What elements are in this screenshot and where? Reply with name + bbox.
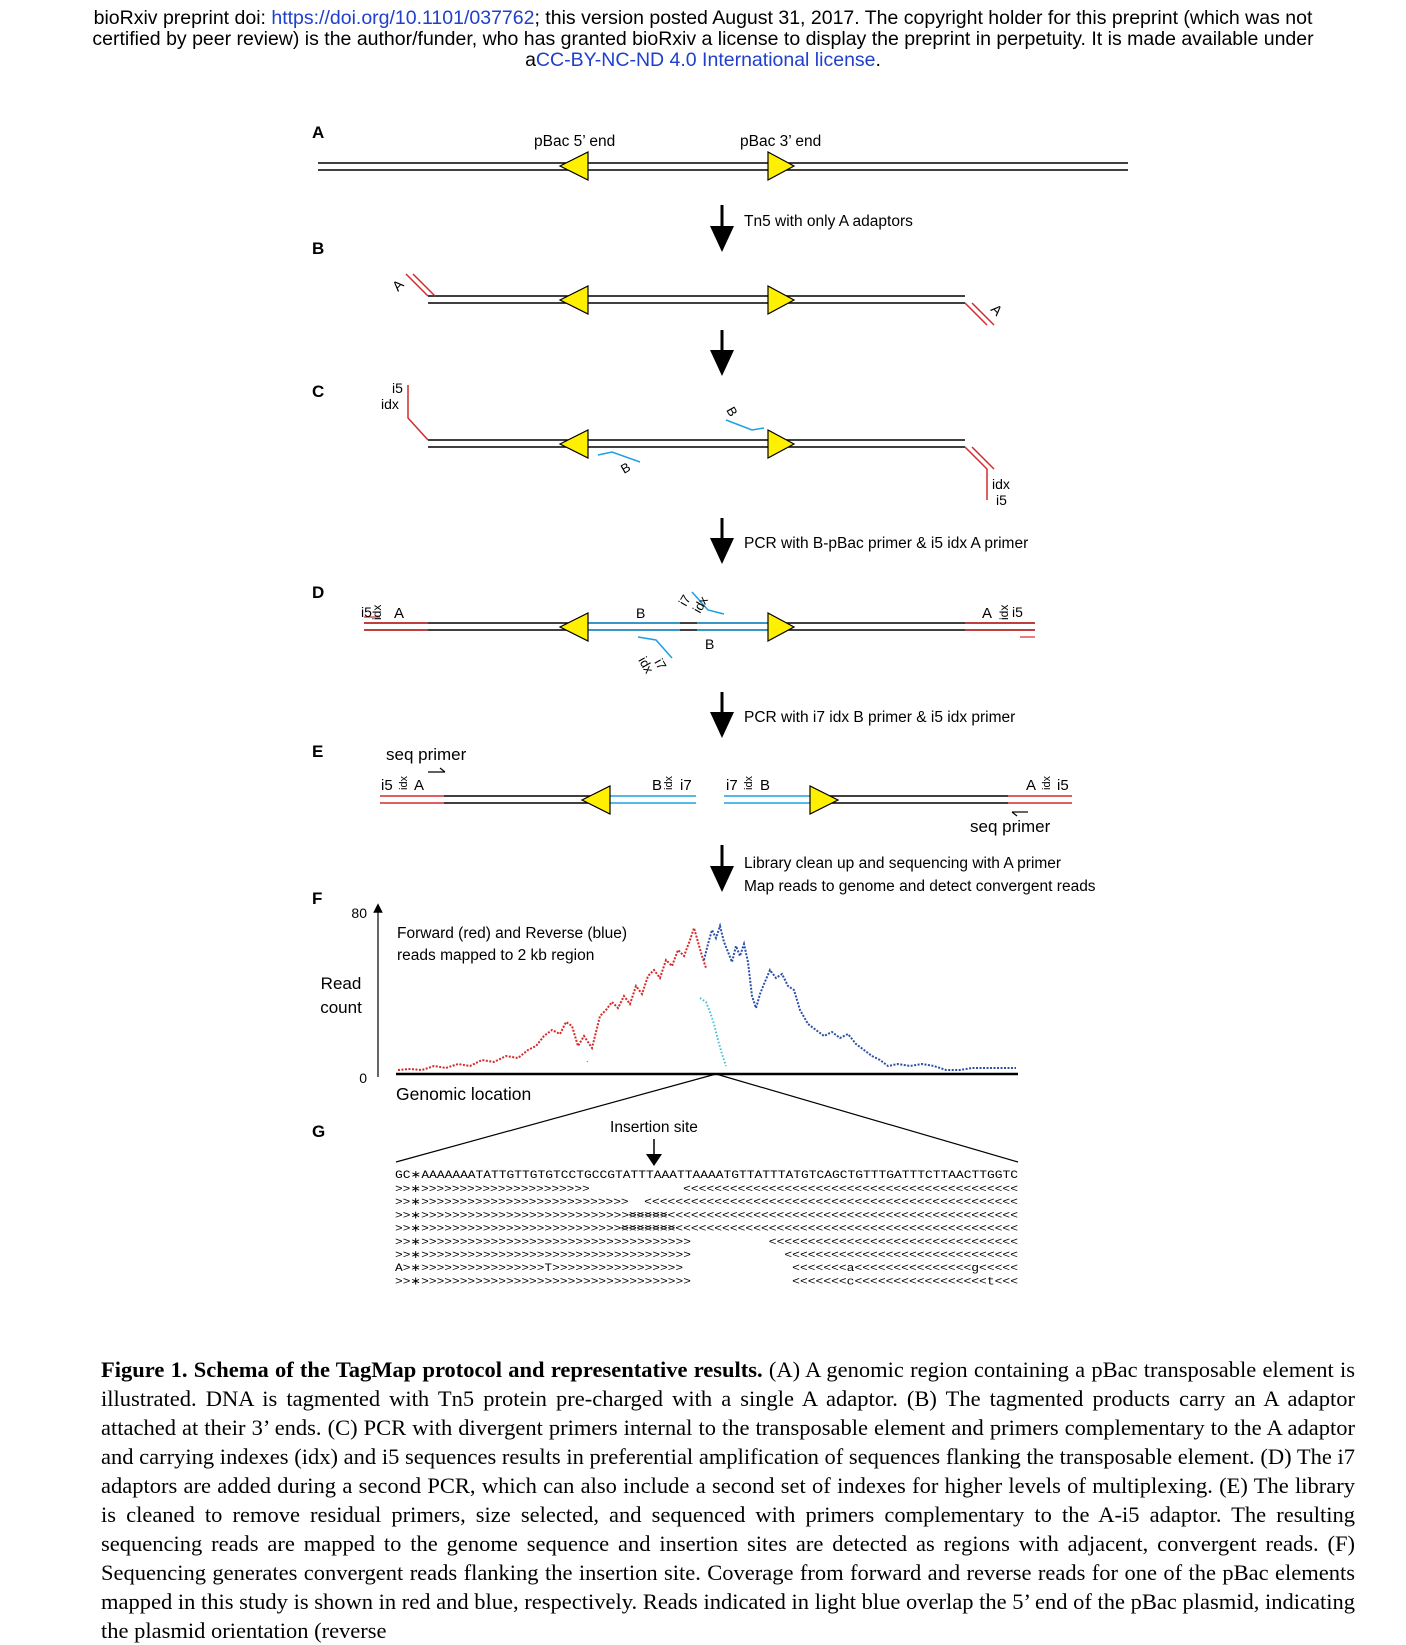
adaptor-a-left: A — [388, 276, 407, 295]
panel-e — [380, 745, 1072, 836]
i5-label-c-right: i5 — [996, 492, 1007, 508]
b-primer-label-c-left: B — [618, 459, 634, 477]
i5-label-d-left: i5 — [361, 604, 372, 620]
b-label-e-left: B — [652, 777, 663, 794]
reverse-read-row: <<<<<<<<<<<<<<<<<<<<<<<<<<<<<<<<<<<<<<<<<<< — [683, 1184, 1019, 1196]
idx-label-d-i7-left: idx — [635, 654, 657, 676]
adaptor-a-d-right: A — [982, 605, 993, 622]
seq-primer-label-right: seq primer — [970, 817, 1051, 836]
idx-label-c: idx — [381, 396, 399, 412]
down-arrow-icon — [710, 538, 734, 564]
reverse-reads-trace — [704, 926, 1016, 1070]
i5-label-e-left: i5 — [381, 777, 393, 794]
i5-label-c: i5 — [392, 380, 403, 396]
forward-read-row: A>∗>>>>>>>>>>>>>>>>T>>>>>>>>>>>>>>>>> — [395, 1263, 684, 1276]
y-axis-min-label: 0 — [359, 1070, 367, 1086]
doi-link[interactable]: https://doi.org/10.1101/037762 — [271, 7, 535, 29]
panel-g-sequence — [395, 1074, 1018, 1288]
pbac-3-end-triangle — [768, 430, 794, 458]
reverse-read-row: <<<<<<<a<<<<<<<<<<<<<<<g<<<<< — [792, 1263, 1019, 1276]
reverse-read-row: <<<<<<<<<<<<<<<<<<<<<<<<<<<<<<<<<<<<<<<<<<<<<<<<<< — [628, 1210, 1019, 1223]
reference-sequence: GC∗AAAAAAATATTGTTGTGTCCTGCCGTATTTAAATTAAAATGTTATTTATGTCAGCTGTTTGATTTCTTAACTTGGTC — [395, 1170, 1019, 1182]
panel-letter-c: C — [312, 382, 325, 401]
step-label-ab: Tn5 with only A adaptors — [744, 213, 913, 230]
step-label-cd: PCR with B-pBac primer & i5 idx A primer — [744, 535, 1029, 552]
seq-primer-label-left: seq primer — [386, 745, 467, 764]
reverse-read-row: <<<<<<<<<<<<<<<<<<<<<<<<<<<<<<<<<<<<<<<<<<<<<<<<<<< — [620, 1223, 1019, 1236]
insertion-arrow-icon — [646, 1154, 662, 1166]
sequence-alignment — [395, 1170, 1018, 1288]
b-primer-label-c-right: B — [723, 404, 741, 420]
y-axis-label-1: Read — [320, 974, 362, 993]
i7-label-e-left: i7 — [680, 777, 692, 794]
plot-note-1: Forward (red) and Reverse (blue) — [397, 925, 628, 942]
i7-label-d-left: i7 — [651, 656, 670, 673]
forward-read-row: >>∗>>>>>>>>>>>>>>>>>>>>>> — [395, 1184, 591, 1196]
reverse-read-row: <<<<<<<<<<<<<<<<<<<<<<<<<<<<<<<< — [768, 1236, 1019, 1249]
forward-read-row: >>∗>>>>>>>>>>>>>>>>>>>>>>>>>>>>>>>>> — [395, 1223, 676, 1236]
down-arrow-icon — [710, 226, 734, 252]
adaptor-a-d-left: A — [394, 605, 405, 622]
adaptor-a-e-left: A — [414, 777, 425, 794]
idx-label-e-mid-right: idx — [743, 775, 755, 790]
pbac-5-end-triangle — [560, 613, 588, 641]
panel-d — [361, 592, 1035, 676]
caption-text: (A) A genomic region containing a pBac transposable element is illustrated. DNA is tagmented with Tn5 protein pre-charged with a single A adaptor. (B) The tagmented products carry an A adaptor attached at their 3’ ends. (C) PCR with divergent primers internal to the transposable element and primers complementary to the A adaptor and carrying indexes (idx) and i5 sequences results in preferential amplification of sequences flanking the transposable element. (D) The i7 adaptors are added during a second PCR, which can also include a second set of indexes for higher levels of multiplexing. (E) The library is cleaned to remove residual primers, size selected, and sequenced with primers complementary to the A-i5 adaptor. The resulting sequencing reads are mapped to the genome sequence and insertion sites are detected as regions with adjacent, convergent reads. (F) Sequencing generates convergent reads flanking the insertion site. Coverage from forward and reverse reads for one of the pBac elements mapped in this study is shown in red and blue, respectively. Reads indicated in light blue overlap the 5’ end of the pBac plasmid, indicating the plasmid orientation (reverse — [101, 1357, 1355, 1643]
idx-label-e-left: idx — [398, 775, 410, 790]
adaptor-a-e-right: A — [1026, 777, 1037, 794]
idx-label-e-mid-left: idx — [663, 775, 675, 790]
panel-letter-b: B — [312, 239, 325, 258]
pbac-3-end-triangle — [810, 786, 838, 814]
i5-label-e-right: i5 — [1057, 777, 1069, 794]
idx-label-e-right: idx — [1041, 775, 1053, 790]
i7-label-d-right: i7 — [675, 592, 694, 609]
down-arrow-icon — [710, 712, 734, 738]
forward-read-dot: . — [586, 1054, 589, 1064]
step-label-ef-2: Map reads to genome and detect convergent reads — [744, 878, 1096, 895]
b-label-e-right: B — [760, 777, 771, 794]
forward-read-row: >>∗>>>>>>>>>>>>>>>>>>>>>>>>>>>>>>>>>>> — [395, 1276, 692, 1289]
pbac-5-end-triangle — [560, 430, 588, 458]
forward-read-row: >>∗>>>>>>>>>>>>>>>>>>>>>>>>>>>>>>>>>>> — [395, 1250, 692, 1262]
y-axis-label-2: count — [320, 998, 362, 1017]
pbac-3-end-triangle — [768, 286, 794, 314]
step-labels — [744, 213, 1096, 895]
idx-label-c-right: idx — [992, 476, 1010, 492]
license-link[interactable]: CC-BY-NC-ND 4.0 International license — [535, 49, 876, 71]
pbac-3-end-triangle — [768, 613, 794, 641]
panel-letter-d: D — [312, 583, 325, 602]
b-label-d-left: B — [636, 605, 646, 621]
panel-letter-g: G — [312, 1122, 326, 1141]
pbac-5-end-triangle — [560, 152, 588, 180]
x-axis-label: Genomic location — [396, 1084, 532, 1104]
panel-c — [381, 380, 1010, 508]
reverse-read-row: <<<<<<<<<<<<<<<<<<<<<<<<<<<<<<<<<<<<<<<<<<<<<<<< — [644, 1197, 1019, 1210]
caption-title: Figure 1. Schema of the TagMap protocol and representative results. — [101, 1357, 763, 1382]
insertion-site-label: Insertion site — [610, 1119, 698, 1136]
step-label-ef-1: Library clean up and sequencing with A primer — [744, 855, 1062, 872]
header-line-1: bioRxiv preprint doi: https://doi.org/10.1101/037762; this version posted August 31, 2017. The copyright holder for this preprint (which was not — [93, 7, 1313, 29]
y-axis-max-label: 80 — [351, 905, 367, 921]
panel-b — [389, 274, 1006, 325]
header-line-3: aCC-BY-NC-ND 4.0 International license. — [525, 49, 881, 71]
panel-f-coverage-plot — [320, 905, 1018, 1104]
panel-letter-e: E — [312, 742, 324, 761]
panel-letter-f: F — [312, 889, 323, 908]
idx-label-d-left: idx — [370, 604, 384, 620]
plasmid-reads-trace — [700, 998, 726, 1066]
panel-a — [318, 133, 1128, 180]
forward-read-row: >>∗>>>>>>>>>>>>>>>>>>>>>>>>>>>>>>>> — [395, 1210, 668, 1223]
header-line-2: certified by peer review) is the author/funder, who has granted bioRxiv a license to display the preprint in perpetuity. It is made available under — [92, 28, 1314, 50]
plot-note-2: reads mapped to 2 kb region — [397, 947, 595, 964]
down-arrow-icon — [710, 866, 734, 892]
i7-label-e-right: i7 — [726, 777, 738, 794]
adaptor-a-right: A — [987, 300, 1006, 319]
reverse-read-row: <<<<<<<<<<<<<<<<<<<<<<<<<<<<<< — [784, 1250, 1019, 1262]
figure-caption — [101, 1355, 1355, 1645]
idx-label-d-i7-right: idx — [689, 593, 711, 616]
pbac-5-end-triangle — [560, 286, 588, 314]
pbac5-label: pBac 5’ end — [534, 133, 616, 150]
pbac3-label: pBac 3’ end — [740, 133, 822, 150]
pbac-3-end-triangle — [768, 152, 794, 180]
idx-label-d-right: idx — [997, 604, 1011, 620]
pbac-5-end-triangle — [582, 786, 610, 814]
forward-read-row: >>∗>>>>>>>>>>>>>>>>>>>>>>>>>>>>>>>>>>> — [395, 1236, 692, 1249]
forward-read-row: >>∗>>>>>>>>>>>>>>>>>>>>>>>>>>> — [395, 1197, 629, 1210]
step-label-de: PCR with i7 idx B primer & i5 idx primer — [744, 709, 1016, 726]
b-label-d-right: B — [705, 636, 715, 652]
reverse-read-row: <<<<<<<c<<<<<<<<<<<<<<<<<t<<< — [792, 1276, 1019, 1289]
i5-label-d-right: i5 — [1012, 604, 1023, 620]
down-arrow-icon — [710, 350, 734, 376]
panel-letter-a: A — [312, 123, 325, 142]
